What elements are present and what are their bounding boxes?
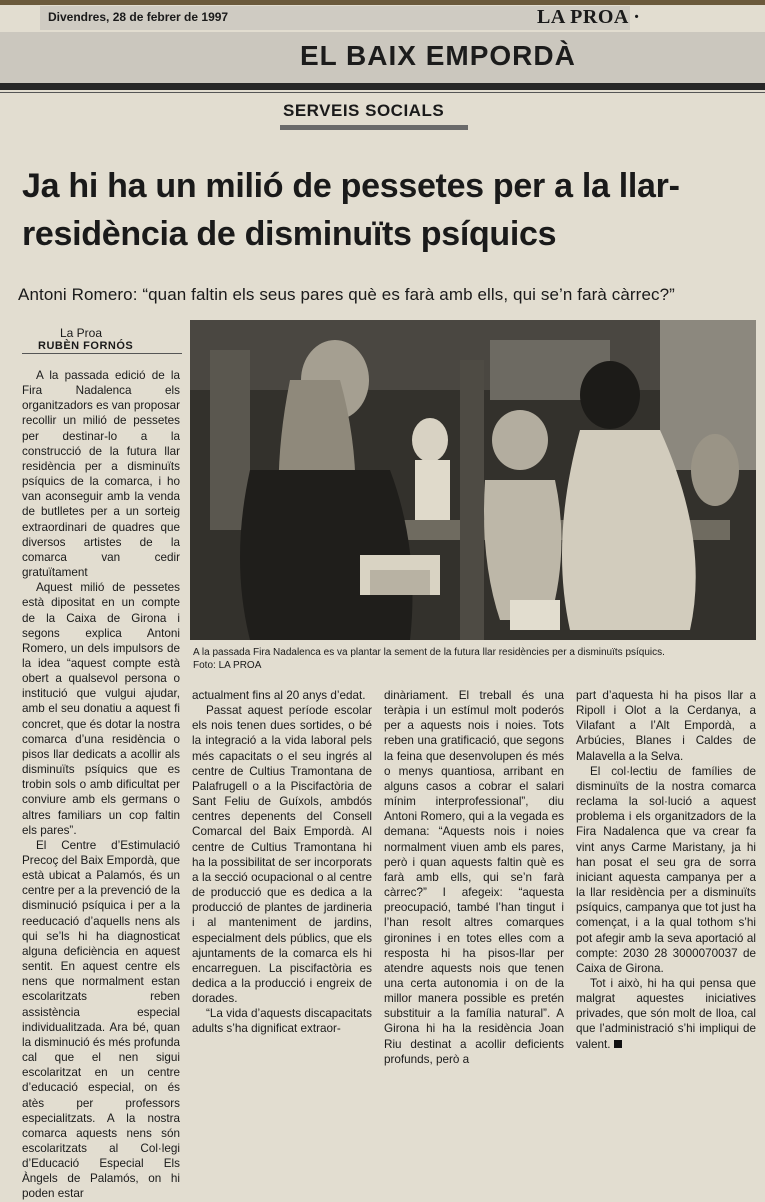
article-column-4 — [576, 688, 756, 1052]
paragraph-text: Tot i això, hi ha qui pensa que malgrat aquestes iniciatives privades, que són molt de lloa, cal que l’administració s’hi impliqui de valent. — [576, 976, 756, 1051]
photo-caption — [193, 646, 753, 672]
paragraph: dinàriament. El treball és una teràpia i un estímul molt poderós per a aquests nois i noies. Tots reben una gratificació, que segons la feina que desenvolupen és més o menys quantiosa, arribant en alguns casos a cobrar el salari mínim interprofessional”, diu Antoni Romero, qui a la vegada es demana: “Aquests nois i noies normalment viuen amb els pares, però i quan aquests faltin què es farà amb ells, qui se’n farà càrrec?” I afegeix: “aquesta preocupació, també l’han tingut i l’han resolt altres comarques gironines i en totes elles com a resposta hi ha pisos-llar per atendre aquests nois que tenen una certa autonomia i on de la millor manera possible es pretén substituir a la família natural”. A Girona hi ha la residència Joan Riu destinat a acollir deficients profunds, però a — [384, 689, 564, 1066]
section-rule — [0, 83, 765, 90]
byline-author: RUBÈN FORNÓS — [38, 340, 134, 352]
paragraph: “La vida d’aquests discapacitats adults s’ha dignificat extraor- — [192, 1007, 372, 1036]
end-mark-icon — [614, 1040, 622, 1048]
paragraph: Passat aquest període escolar els nois tenen dues sortides, o bé la integració a la vida laboral pels més capacitats o el seu ingrés al centre de Cultius Tramontana de Palafrugell o a la Piscifactòria de Sant Feliu de Guíxols, ambdós centres depenents del Consell Comarcal del Baix Empordà. Al centre de Cultius Tramontana hi ha la possibilitat de ser incorporats a la secció ocupacional o al centre de producció que es dedica a la producció de plantes de jardineria i al manteniment de jardins, especialment dels públics, que els ajuntaments de la comarca els hi encarreguen. La piscifactòria es dedica a la producció i engreix de dorades. — [192, 704, 372, 1006]
article-column-1 — [22, 368, 180, 1202]
folio-date: Divendres, 28 de febrer de 1997 — [48, 10, 229, 24]
news-photo — [190, 320, 756, 640]
paragraph: actualment fins al 20 anys d’edat. — [192, 689, 366, 702]
newspaper-name: LA PROA · — [537, 6, 641, 28]
paragraph: Aquest milió de pessetes està dipositat en un compte de la Caixa de Girona i segons explica Antoni Romero, un dels impulsors de la idea “aquest compte està obert a qualsevol persona o institució que vulgui ajudar, amb el seu donatiu a aquest fi concret, que és dotar la nostra comarca d’una residència o pisos llar dedicats a acollir als disminuïts psíquics que es trobin sols o amb dificultat per conviure amb els germans o altres familiars un cop faltin els pares”. — [22, 581, 180, 837]
caption-credit: Foto: LA PROA — [193, 660, 262, 671]
byline-rule — [22, 353, 182, 354]
kicker-underline — [280, 125, 468, 130]
paragraph: El col·lectiu de famílies de disminuïts de la nostra comarca reclama la sol·lució a aquest problema i els organitzadors de la Fira Nadalenca que va crear fa vint anys Carme Maristany, ja hi han posat el seu gra de sorra iniciant aquesta campanya per a la llar residència per a disminuïts psíquics, campanya que tot just ha començat, i a la qual tothom s’hi pot afegir amb la seva aportació al compte: 2030 28 3000070037 de Caixa de Girona. — [576, 764, 756, 975]
paragraph: A la passada edició de la Fira Nadalenca els organitzadors es van proposar recollir un milió de pessetes per destinar-lo a la construcció de la futura llar residència per a disminuïts psíquics de la comarca, i ho van aconseguir amb la venda de butlletes per a un sorteig extraordinari de quadres que diversos artistes de la comarca van cedir gratuïtament — [22, 369, 180, 580]
paragraph — [576, 976, 756, 1052]
top-border — [0, 0, 765, 5]
article-column-2 — [192, 688, 372, 1037]
headline: Ja hi ha un milió de pessetes per a la llar-residència de disminuïts psíquics — [22, 167, 680, 253]
caption-text: A la passada Fira Nadalenca es va plantar la sement de la futura llar residències per a disminuïts psíquics. — [193, 647, 665, 658]
section-title: EL BAIX EMPORDÀ — [300, 40, 576, 71]
photo-illustration — [190, 320, 756, 640]
kicker: SERVEIS SOCIALS — [283, 101, 445, 120]
paragraph: El Centre d’Estimulació Precoç del Baix Empordà, que està ubicat a Palamós, és un centre per a la prevenció de la disminució psíquica i per a la reeducació d’aquells nens als qui se’ls hi ha diagnosticat alguna deficiència en aquest sentit. En aquest centre els nens que normalment estan escolaritzats reben assistència especial individualitzada. Ara bé, quan la disminució és més profunda cal que el nen sigui escolaritzat en un centre d’educació especial, on és atès per professors especialitzats. A la nostra comarca aquests nens són escolaritzats al Col·legi d’Educació Especial Els Àngels de Palamós, on hi poden estar — [22, 838, 180, 1201]
subheadline: Antoni Romero: “quan faltin els seus pares què es farà amb ells, qui se’n farà càrrec?” — [18, 285, 675, 304]
paragraph: part d’aquesta hi ha pisos llar a Ripoll i Olot a la Cerdanya, a Vilafant a l’Alt Empordà, a Arbúcies, Blanes i Caldes de Malavella a la Selva. — [576, 689, 756, 763]
article-column-3 — [384, 688, 564, 1067]
byline-source: La Proa — [60, 326, 103, 340]
section-rule-thin — [0, 92, 765, 93]
